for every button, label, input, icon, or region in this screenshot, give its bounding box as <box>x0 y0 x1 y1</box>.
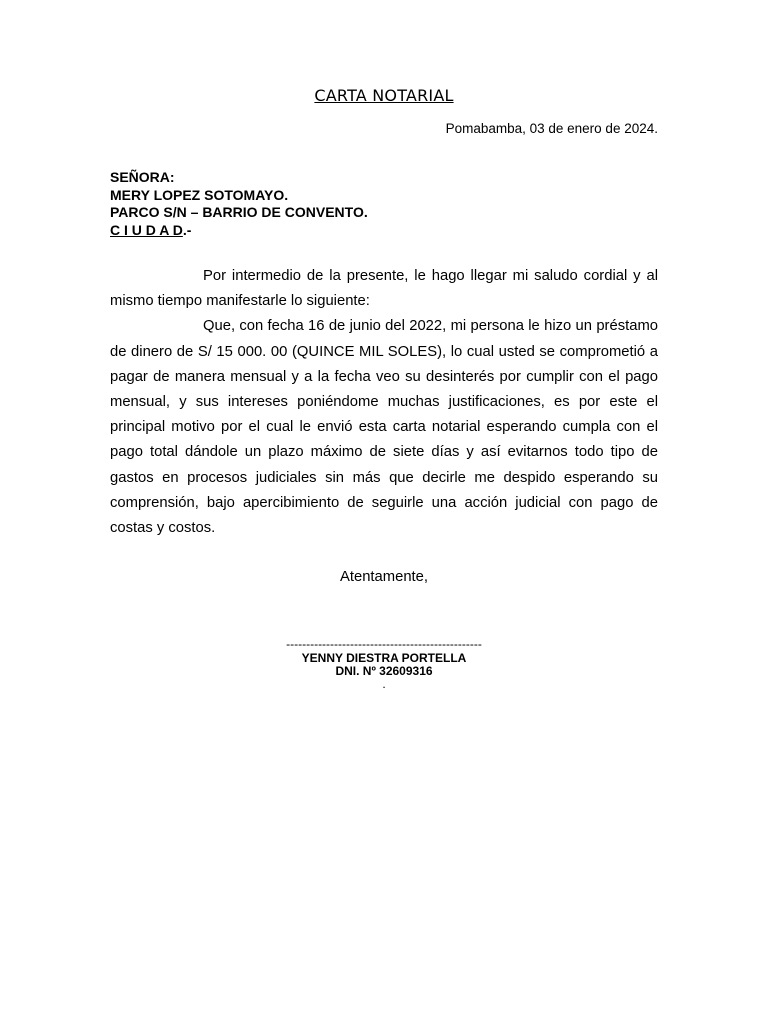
addressee-block <box>110 169 368 239</box>
addressee-address: PARCO S/N – BARRIO DE CONVENTO. <box>110 204 368 220</box>
letter-body <box>110 264 658 541</box>
addressee-name: MERY LOPEZ SOTOMAYO. <box>110 186 289 203</box>
signer-name: YENNY DIESTRA PORTELLA <box>301 650 467 665</box>
salutation: SEÑORA: <box>110 169 175 185</box>
document-title: CARTA NOTARIAL <box>314 86 454 105</box>
signature-trailing-dot: . <box>382 676 386 691</box>
signer-dni: DNI. Nº 32609316 <box>335 664 433 678</box>
addressee-city-suffix: .- <box>182 221 192 238</box>
addressee-city-line <box>110 222 368 240</box>
signature-line: ------------------------------------------------- <box>286 637 482 651</box>
signature-block <box>0 638 768 689</box>
addressee-city: C I U D A D <box>110 221 183 238</box>
date-line: Pomabamba, 03 de enero de 2024. <box>445 121 658 136</box>
paragraph-intro: Por intermedio de la presente, le hago llegar mi saludo cordial y al mismo tiempo manifestarle lo siguiente: <box>110 268 658 310</box>
closing: Atentamente, <box>339 569 428 585</box>
paragraph-main: Que, con fecha 16 de junio del 2022, mi persona le hizo un préstamo de dinero de S/ 15 000. 00 (QUINCE MIL SOLES), lo cual usted se comprometió a pagar de manera mensual y a la fecha veo su desinterés por cumplir con el pago mensual, y sus intereses poniéndome muchas justificaciones, es por este el principal motivo por el cual le envió esta carta notarial esperando cumpla con el pago total dándole un plazo máximo de siete días y así evitarnos todo tipo de gastos en procesos judiciales sin más que decirle me despido esperando su comprensión, bajo apercibimiento de seguirle una acción judicial con pago de costas y costos. <box>110 318 658 537</box>
